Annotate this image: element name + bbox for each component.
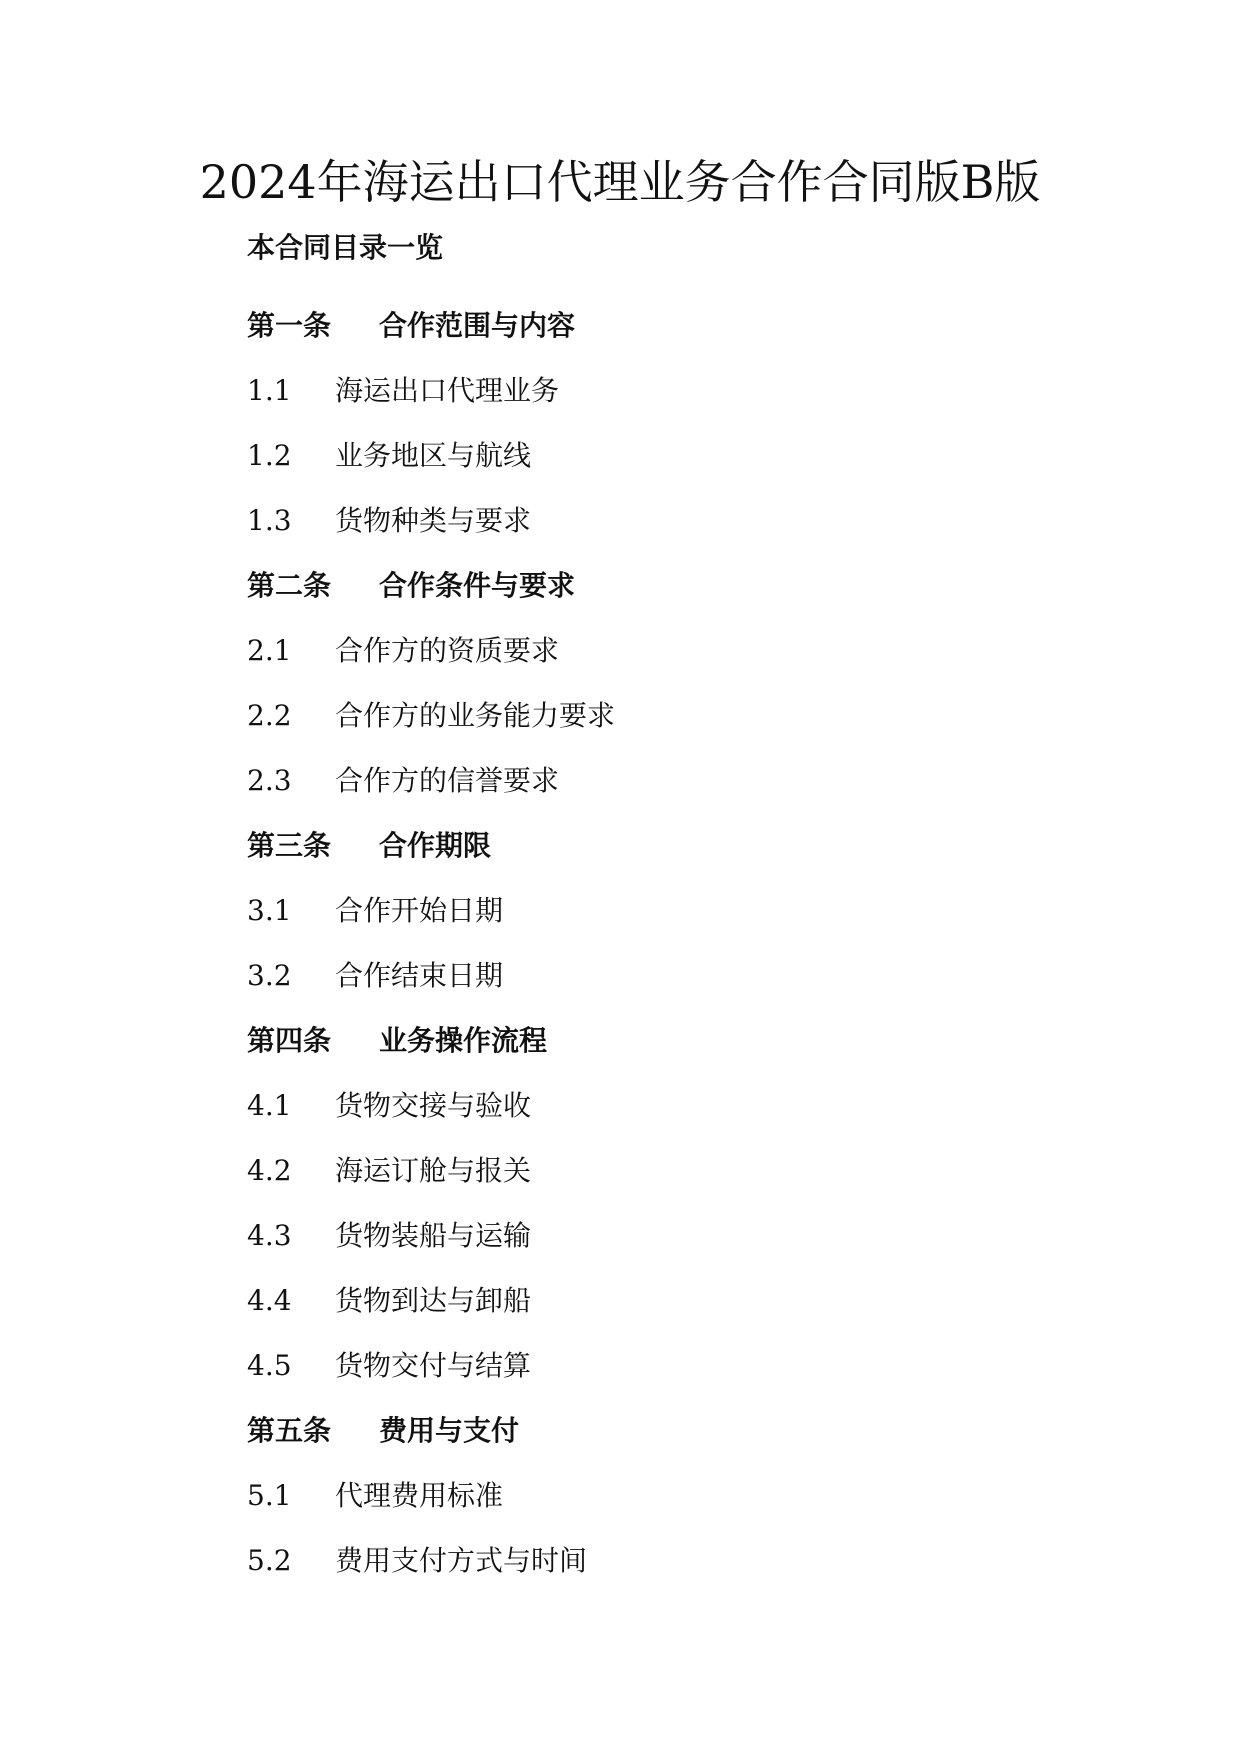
toc-entry-title: 货物种类与要求 [335, 503, 532, 537]
toc-entry-number: 3.1 [247, 893, 292, 927]
toc-entry-number: 1.2 [247, 438, 292, 472]
toc-entry-title: 货物装船与运输 [335, 1218, 532, 1252]
toc-entry-number: 2.3 [247, 763, 292, 797]
toc-article-row [247, 1008, 1147, 1073]
toc-entry-title: 海运出口代理业务 [335, 373, 560, 407]
toc-entry-number: 5.2 [247, 1543, 292, 1577]
toc-article-row [247, 553, 1147, 618]
toc-section-row [247, 683, 1147, 748]
toc-section-row [247, 423, 1147, 488]
toc-entry-number: 4.1 [247, 1088, 292, 1122]
document-title: 2024年海运出口代理业务合作合同版B版 [199, 155, 1041, 209]
toc-section-row [247, 1528, 1147, 1593]
toc-entry-title: 海运订舱与报关 [335, 1153, 532, 1187]
toc-entry-number: 第四条 [247, 1023, 332, 1057]
toc-entry-number: 第二条 [247, 568, 332, 602]
toc-entry-title: 合作方的资质要求 [335, 633, 560, 667]
toc-entry-title: 合作开始日期 [335, 893, 504, 927]
toc-entry-title: 合作条件与要求 [379, 568, 576, 602]
toc-entry-title: 费用支付方式与时间 [335, 1543, 588, 1577]
toc-section-row [247, 1268, 1147, 1333]
toc-entry-title: 合作范围与内容 [379, 308, 576, 342]
toc-entry-number: 第五条 [247, 1413, 332, 1447]
toc-section-row [247, 488, 1147, 553]
toc-entry-title: 业务地区与航线 [335, 438, 532, 472]
toc-entry-title: 合作方的信誉要求 [335, 763, 560, 797]
toc-section-row [247, 943, 1147, 1008]
toc-section-row [247, 1138, 1147, 1203]
toc-entry-title: 合作方的业务能力要求 [335, 698, 616, 732]
toc-section-row [247, 1463, 1147, 1528]
toc-heading: 本合同目录一览 [247, 231, 444, 264]
toc-article-row [247, 293, 1147, 358]
toc-entry-title: 费用与支付 [379, 1413, 520, 1447]
toc-article-row [247, 1398, 1147, 1463]
toc-article-row [247, 813, 1147, 878]
toc-section-row [247, 1203, 1147, 1268]
toc-section-row [247, 748, 1147, 813]
toc-entry-number: 2.2 [247, 698, 292, 732]
toc-entry-number: 3.2 [247, 958, 292, 992]
toc-section-row [247, 618, 1147, 683]
toc-section-row [247, 1073, 1147, 1138]
toc-entry-title: 货物交接与验收 [335, 1088, 532, 1122]
toc-entry-number: 4.4 [247, 1283, 292, 1317]
toc-entry-title: 合作结束日期 [335, 958, 504, 992]
toc-entry-number: 5.1 [247, 1478, 292, 1512]
toc-section-row [247, 1333, 1147, 1398]
table-of-contents [247, 293, 1147, 1593]
toc-entry-number: 4.5 [247, 1348, 292, 1382]
toc-section-row [247, 878, 1147, 943]
toc-entry-title: 代理费用标准 [335, 1478, 504, 1512]
toc-entry-title: 合作期限 [379, 828, 492, 862]
toc-entry-title: 业务操作流程 [379, 1023, 548, 1057]
toc-entry-number: 4.2 [247, 1153, 292, 1187]
toc-entry-title: 货物到达与卸船 [335, 1283, 532, 1317]
toc-entry-number: 4.3 [247, 1218, 292, 1252]
toc-section-row [247, 358, 1147, 423]
toc-entry-title: 货物交付与结算 [335, 1348, 532, 1382]
toc-entry-number: 第一条 [247, 308, 332, 342]
toc-entry-number: 第三条 [247, 828, 332, 862]
toc-entry-number: 2.1 [247, 633, 292, 667]
toc-entry-number: 1.3 [247, 503, 292, 537]
toc-entry-number: 1.1 [247, 373, 292, 407]
